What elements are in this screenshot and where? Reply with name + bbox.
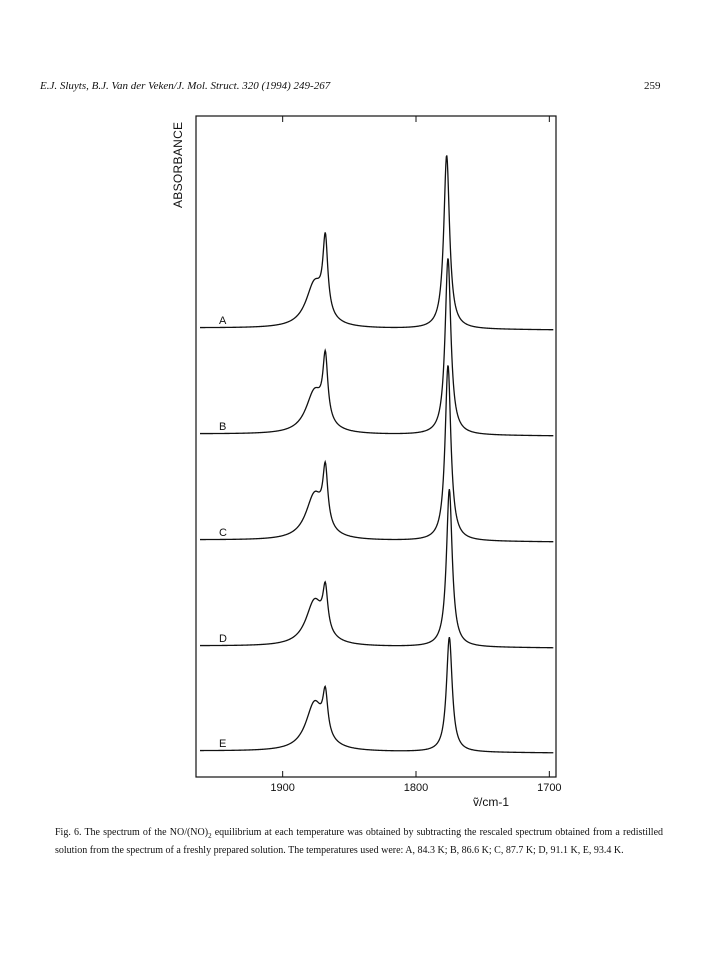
trace-labels xyxy=(219,315,227,750)
spectrum-traces xyxy=(200,155,553,752)
x-tick-labels xyxy=(270,782,561,794)
top-axis-ticks xyxy=(283,116,550,122)
x-axis-label: ṽ/cm-1 xyxy=(473,795,509,809)
trace-B xyxy=(200,258,553,435)
trace-label-C: C xyxy=(219,527,227,539)
x-tick-label: 1900 xyxy=(270,782,295,794)
page-number: 259 xyxy=(644,80,661,92)
trace-C xyxy=(200,365,553,541)
trace-E xyxy=(200,637,553,753)
caption-prefix: Fig. 6. The spectrum of the NO/(NO) xyxy=(55,827,209,838)
plot-frame xyxy=(196,116,556,777)
caption-subscript: 2 xyxy=(208,832,212,840)
y-axis-label: ABSORBANCE xyxy=(171,121,185,208)
figure-caption xyxy=(55,826,663,857)
x-tick-label: 1800 xyxy=(403,782,429,794)
caption-rest: equilibrium at each temperature was obtained by subtracting the rescaled spectrum obtained from a redistilled solution from the spectrum of a freshly prepared solution. The temperatures used were: A, 84.3 K; B, 86.6 K; C, 87.7 K; D, 91.1 K, E, 93.4 K. xyxy=(55,827,664,856)
trace-label-A: A xyxy=(219,315,227,327)
trace-D xyxy=(200,489,553,648)
running-head: E.J. Sluyts, B.J. Van der Veken/J. Mol. Struct. 320 (1994) 249-267 xyxy=(40,80,331,92)
trace-A xyxy=(200,155,553,329)
trace-label-D: D xyxy=(219,633,227,645)
x-tick-label: 1700 xyxy=(537,782,562,794)
bottom-axis-ticks xyxy=(283,771,550,777)
trace-label-E: E xyxy=(219,738,227,750)
trace-label-B: B xyxy=(219,421,227,433)
